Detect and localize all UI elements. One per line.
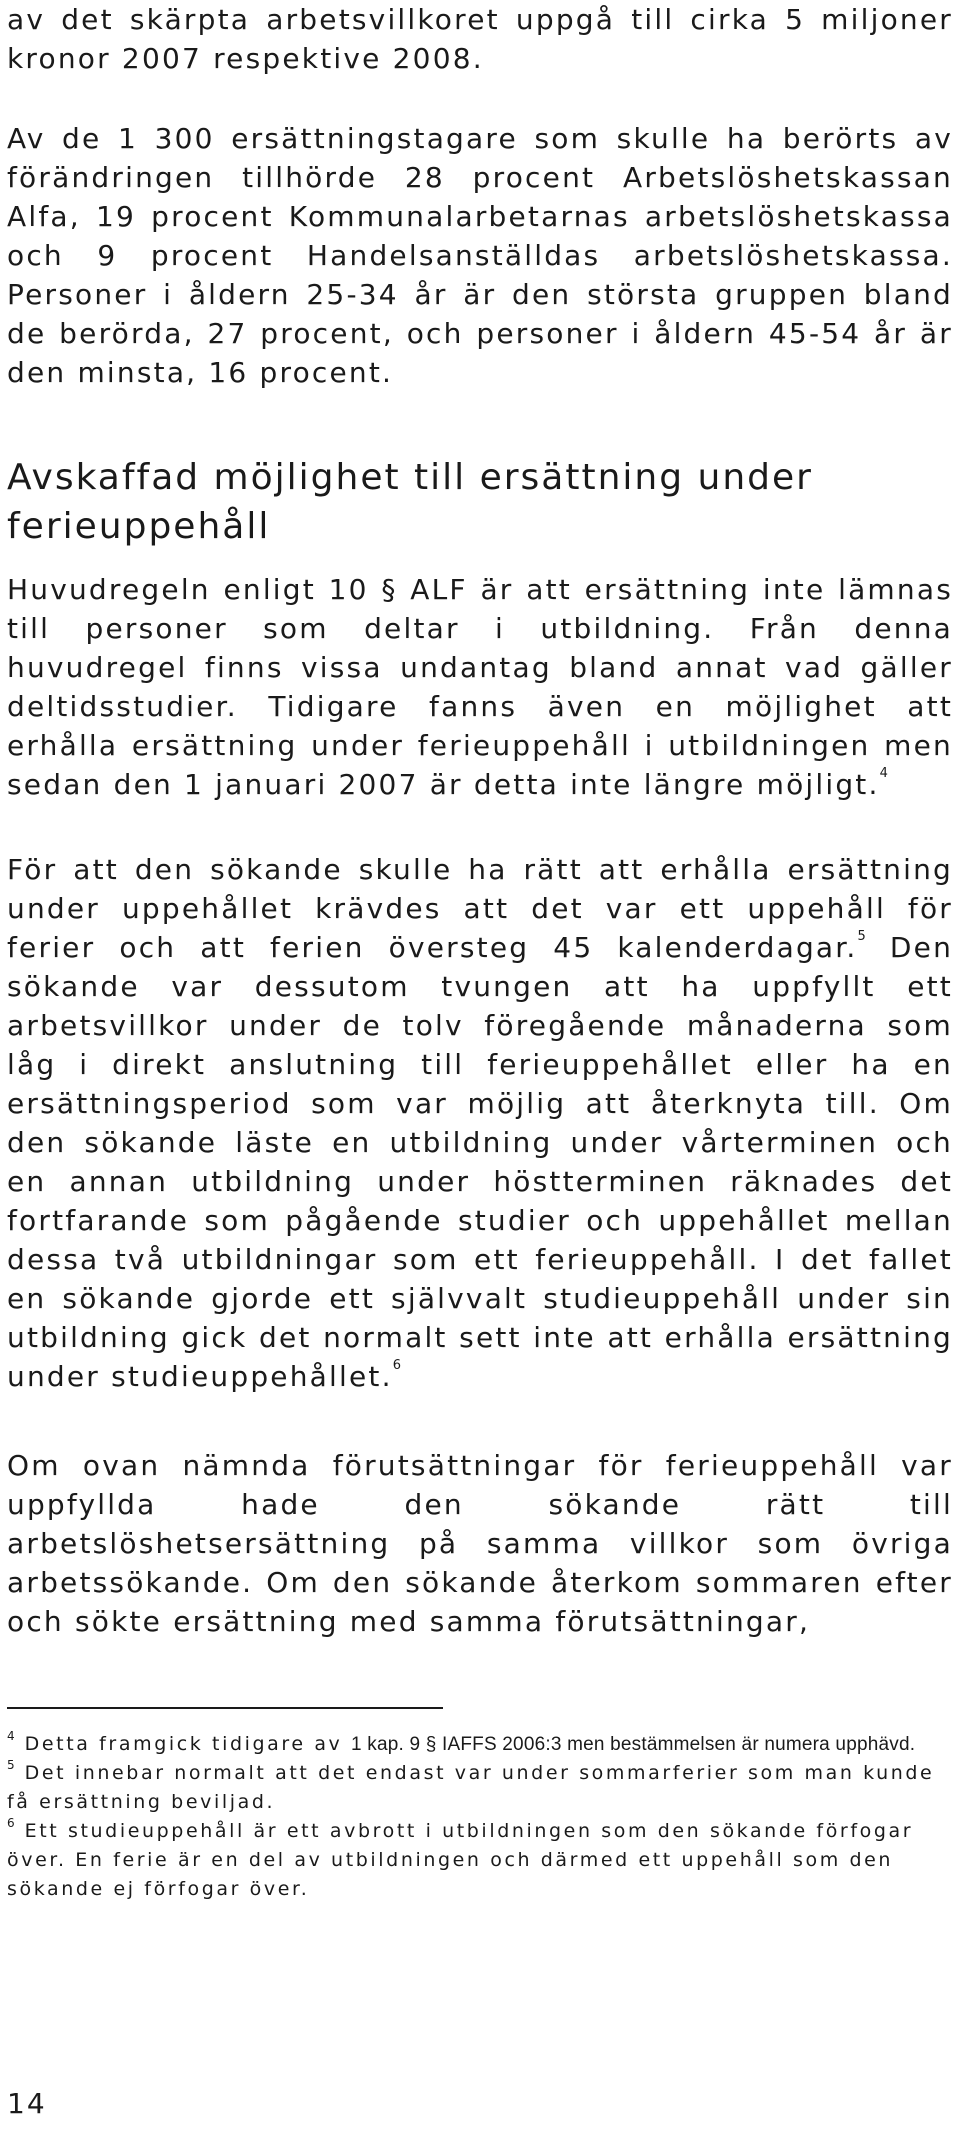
paragraph-affected-groups: Av de 1 300 ersättningstagare som skulle ha berörts av förändringen tillhörde 28 procent Arbetslöshetskassan Alfa, 19 procent Kommunalarbetarnas arbetslöshetskassa och 9 procent Handelsanställdas arbetslöshetskassa. Personer i åldern 25-34 år är den största gruppen bland de berörda, 27 procent, och personer i åldern 45-54 år är den minsta, 16 procent. — [7, 122, 953, 389]
footnote-4 — [7, 1730, 953, 1759]
footnote-text: Det innebar normalt att det endast var under sommarferier som man kunde få ersättning beviljad. — [7, 1762, 935, 1813]
footnote-text: Ett studieuppehåll är ett avbrott i utbildningen som den sökande förfogar över. En ferie är en del av utbildningen och därmed ett uppehåll som den sökande ej förfogar över. — [7, 1820, 914, 1900]
footnote-number: 4 — [7, 1729, 15, 1743]
footnote-ref-4[interactable]: 4 — [879, 766, 888, 781]
page-number: 14 — [7, 2087, 47, 2120]
footnote-text: Detta framgick tidigare av — [24, 1733, 352, 1755]
paragraph-continuation: Om ovan nämnda förutsättningar för ferieuppehåll var uppfyllda hade den sökande rätt till arbetslöshetsersättning på samma villkor som övriga arbetssökande. Om den sökande återkom sommaren efter och sökte ersättning med samma förutsättningar, — [7, 1449, 953, 1638]
footnote-6 — [7, 1817, 953, 1904]
footnote-5 — [7, 1759, 953, 1817]
footnote-ref-5[interactable]: 5 — [857, 929, 866, 944]
footnote-divider — [7, 1707, 443, 1709]
paragraph-conditions — [7, 850, 953, 1396]
footnote-ref-6[interactable]: 6 — [392, 1358, 401, 1373]
footnotes — [7, 1730, 953, 1904]
paragraph-main-rule-text: Huvudregeln enligt 10 § ALF är att ersättning inte lämnas till personer som deltar i utbildning. Från denna huvudregel finns vissa undantag bland annat vad gäller deltidsstudier. Tidigare fanns även en möjlighet att erhålla ersättning under ferieuppehåll i utbildningen men sedan den 1 januari 2007 är detta inte längre möjligt. — [7, 573, 953, 801]
footnote-number: 6 — [7, 1816, 15, 1830]
paragraph-main-rule — [7, 570, 953, 804]
footnote-number: 5 — [7, 1758, 15, 1772]
paragraph-conditions-text-b: Den sökande var dessutom tvungen att ha uppfyllt ett arbetsvillkor under de tolv föregående månaderna som låg i direkt anslutning till ferieuppehållet eller ha en ersättningsperiod som var möjlig att återknyta till. Om den sökande läste en utbildning under vårterminen och en annan utbildning under höstterminen räknades det fortfarande som pågående studier och uppehållet mellan dessa två utbildningar som ett ferieuppehåll. I det fallet en sökande gjorde ett självvalt studieuppehåll under sin utbildning gick det normalt sett inte att erhålla ersättning under studieuppehållet. — [7, 931, 954, 1393]
section-heading: Avskaffad möjlighet till ersättning under ferieuppehåll — [7, 457, 813, 547]
paragraph-intro: av det skärpta arbetsvillkoret uppgå till cirka 5 miljoner kronor 2007 respektive 2008. — [7, 3, 953, 75]
paragraph-conditions-text-a: För att den sökande skulle ha rätt att erhålla ersättning under uppehållet krävdes att det var ett uppehåll för ferier och att ferien översteg 45 kalenderdagar. — [7, 853, 953, 964]
footnote-text-tail: 1 kap. 9 § IAFFS 2006:3 men bestämmelsen är numera upphävd. — [351, 1734, 916, 1755]
